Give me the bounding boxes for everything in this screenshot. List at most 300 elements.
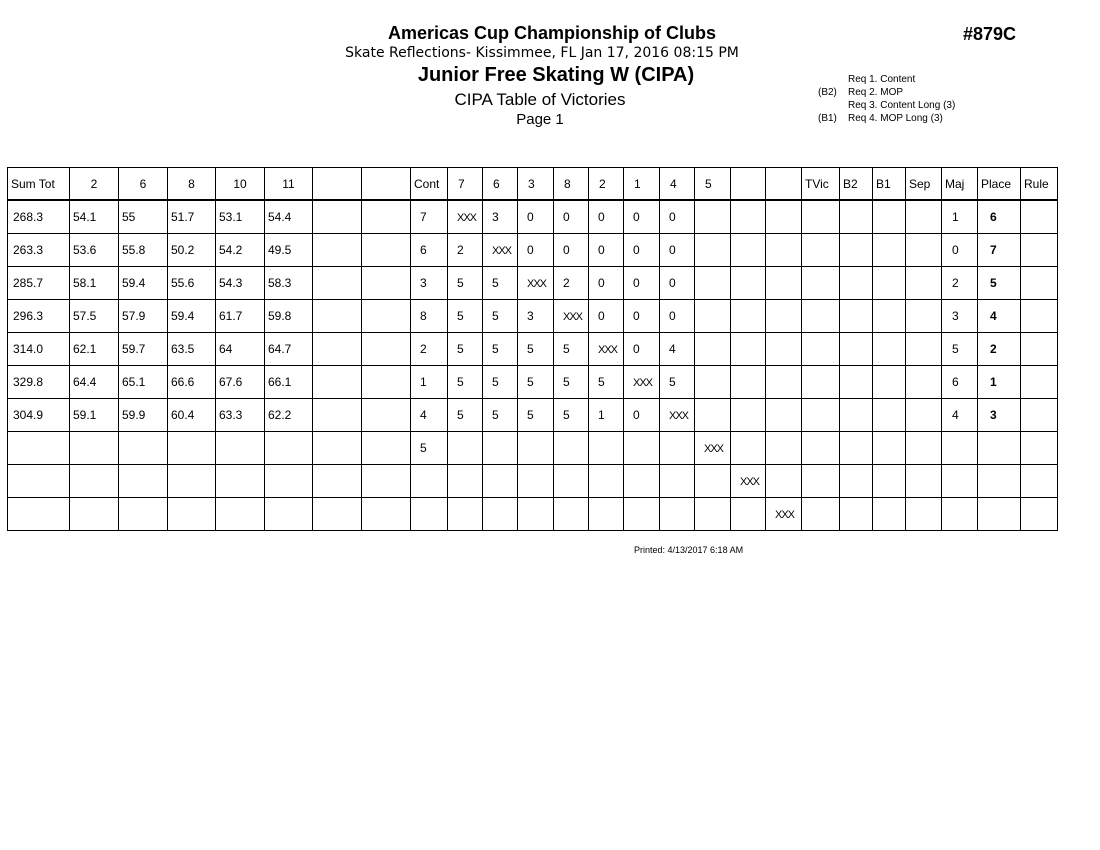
table-cell <box>624 432 660 465</box>
table-cell <box>8 432 70 465</box>
table-cell <box>313 432 362 465</box>
table-cell: 6 <box>942 366 978 399</box>
table-cell: 304.9 <box>8 399 70 432</box>
table-cell <box>1021 432 1058 465</box>
table-cell: 50.2 <box>168 234 216 267</box>
table-cell <box>695 399 731 432</box>
table-cell: 62.2 <box>265 399 313 432</box>
table-cell <box>766 200 802 234</box>
table-cell: 2 <box>554 267 589 300</box>
document-number: #879C <box>963 24 1017 44</box>
table-cell <box>1021 300 1058 333</box>
victories-table <box>7 167 1058 531</box>
diagonal-marker: XXX <box>598 344 618 356</box>
table-cell: 0 <box>589 200 624 234</box>
table-cell: 67.6 <box>216 366 265 399</box>
table-cell: 5 <box>589 366 624 399</box>
table-cell: 49.5 <box>265 234 313 267</box>
table-cell <box>873 200 906 234</box>
table-cell: 54.1 <box>70 200 119 234</box>
table-cell <box>518 267 554 300</box>
table-cell <box>624 366 660 399</box>
table-cell: 5 <box>448 366 483 399</box>
table-cell <box>313 200 362 234</box>
diagonal-marker: XXX <box>740 476 760 488</box>
table-cell <box>518 432 554 465</box>
table-cell: 59.4 <box>119 267 168 300</box>
table-cell: 268.3 <box>8 200 70 234</box>
table-cell: 5 <box>554 333 589 366</box>
table-cell: 0 <box>660 267 695 300</box>
table-cell <box>483 465 518 498</box>
table-cell: 5 <box>978 267 1021 300</box>
table-cell <box>448 432 483 465</box>
table-cell: 3 <box>411 267 448 300</box>
requirement-text: Req 3. Content Long (3) <box>848 100 956 111</box>
table-row <box>8 333 1058 366</box>
table-cell <box>906 234 942 267</box>
table-cell: 0 <box>942 234 978 267</box>
table-cell: 53.6 <box>70 234 119 267</box>
requirement-prefix: (B1) <box>818 113 837 124</box>
table-cell <box>660 399 695 432</box>
column-header: 7 <box>448 168 483 201</box>
table-cell <box>978 432 1021 465</box>
table-cell <box>766 333 802 366</box>
table-cell <box>216 498 265 531</box>
table-cell: 5 <box>448 333 483 366</box>
diagonal-marker: XXX <box>492 245 512 257</box>
table-cell: 63.5 <box>168 333 216 366</box>
table-cell <box>942 498 978 531</box>
table-cell <box>873 333 906 366</box>
column-header <box>766 168 802 201</box>
requirement-text: Req 1. Content <box>848 74 916 85</box>
table-cell <box>70 498 119 531</box>
table-cell <box>840 465 873 498</box>
table-cell <box>802 200 840 234</box>
table-cell <box>483 234 518 267</box>
table-cell: 61.7 <box>216 300 265 333</box>
column-header <box>731 168 766 201</box>
table-cell: 66.6 <box>168 366 216 399</box>
table-cell <box>362 432 411 465</box>
table-cell <box>840 432 873 465</box>
table-cell <box>554 300 589 333</box>
table-cell <box>731 333 766 366</box>
table-cell: 59.1 <box>70 399 119 432</box>
table-cell <box>448 200 483 234</box>
table-cell <box>362 300 411 333</box>
table-cell: 0 <box>554 200 589 234</box>
column-header: Rule <box>1021 168 1058 201</box>
competition-title: Americas Cup Championship of Clubs <box>387 23 717 43</box>
table-cell <box>731 465 766 498</box>
table-cell <box>362 399 411 432</box>
table-cell <box>802 234 840 267</box>
table-cell: 0 <box>624 234 660 267</box>
table-cell: 296.3 <box>8 300 70 333</box>
table-cell <box>168 465 216 498</box>
table-cell <box>70 465 119 498</box>
table-cell: 5 <box>518 399 554 432</box>
table-cell <box>411 465 448 498</box>
table-cell: 2 <box>942 267 978 300</box>
column-header: Cont <box>411 168 448 201</box>
table-cell: 64.4 <box>70 366 119 399</box>
table-cell <box>589 432 624 465</box>
table-cell: 5 <box>448 300 483 333</box>
table-cell <box>119 465 168 498</box>
table-cell <box>978 498 1021 531</box>
table-cell <box>873 465 906 498</box>
table-cell <box>766 432 802 465</box>
table-cell <box>1021 465 1058 498</box>
table-cell <box>313 333 362 366</box>
table-cell: 54.4 <box>265 200 313 234</box>
table-cell <box>313 366 362 399</box>
table-cell <box>411 498 448 531</box>
table-cell: 4 <box>942 399 978 432</box>
table-cell <box>695 498 731 531</box>
column-header: Sep <box>906 168 942 201</box>
table-cell <box>802 333 840 366</box>
table-cell <box>589 465 624 498</box>
table-cell: 54.3 <box>216 267 265 300</box>
table-cell <box>873 300 906 333</box>
table-cell <box>1021 366 1058 399</box>
table-cell: 0 <box>660 200 695 234</box>
table-cell <box>518 465 554 498</box>
column-header: TVic <box>802 168 840 201</box>
table-name: CIPA Table of Victories <box>454 90 626 109</box>
table-cell <box>802 300 840 333</box>
table-cell <box>906 300 942 333</box>
table-cell <box>554 465 589 498</box>
table-row <box>8 267 1058 300</box>
column-header: 8 <box>554 168 589 201</box>
table-cell: 58.3 <box>265 267 313 300</box>
column-header: B2 <box>840 168 873 201</box>
event-name: Junior Free Skating W (CIPA) <box>417 64 695 86</box>
table-cell <box>840 200 873 234</box>
table-cell <box>1021 267 1058 300</box>
column-header: Place <box>978 168 1021 201</box>
table-cell <box>448 465 483 498</box>
table-cell <box>942 432 978 465</box>
column-header: 4 <box>660 168 695 201</box>
table-cell <box>731 399 766 432</box>
table-cell <box>1021 399 1058 432</box>
table-cell: 5 <box>483 300 518 333</box>
column-header: B1 <box>873 168 906 201</box>
table-cell: 66.1 <box>265 366 313 399</box>
table-row <box>8 465 1058 498</box>
table-cell: 5 <box>448 267 483 300</box>
table-cell <box>873 234 906 267</box>
table-row <box>8 200 1058 234</box>
table-cell <box>802 399 840 432</box>
diagonal-marker: XXX <box>527 278 547 290</box>
table-cell <box>695 200 731 234</box>
table-cell: 1 <box>942 200 978 234</box>
column-header: Sum Tot <box>8 168 70 201</box>
table-cell <box>873 267 906 300</box>
table-cell <box>168 498 216 531</box>
column-header: 2 <box>589 168 624 201</box>
table-cell <box>216 465 265 498</box>
column-header: 11 <box>265 168 313 201</box>
table-cell: 60.4 <box>168 399 216 432</box>
table-cell: 64 <box>216 333 265 366</box>
table-cell: 6 <box>978 200 1021 234</box>
table-cell: 263.3 <box>8 234 70 267</box>
table-cell <box>448 498 483 531</box>
column-header <box>313 168 362 201</box>
diagonal-marker: XXX <box>633 377 653 389</box>
table-cell: 314.0 <box>8 333 70 366</box>
table-cell <box>840 498 873 531</box>
table-cell: 1 <box>411 366 448 399</box>
page-number: Page 1 <box>516 111 564 128</box>
table-row <box>8 432 1058 465</box>
table-cell: 0 <box>589 300 624 333</box>
table-cell <box>624 465 660 498</box>
table-cell: 285.7 <box>8 267 70 300</box>
table-cell <box>265 465 313 498</box>
table-cell <box>766 267 802 300</box>
table-cell: 0 <box>660 234 695 267</box>
table-cell: 3 <box>942 300 978 333</box>
table-cell <box>802 267 840 300</box>
table-cell: 3 <box>518 300 554 333</box>
table-cell <box>802 465 840 498</box>
table-cell <box>873 498 906 531</box>
table-cell <box>695 300 731 333</box>
venue-date-line: Skate Reflections- Kissimmee, FL Jan 17, 2016 08:15 PM <box>345 45 739 61</box>
column-header: 10 <box>216 168 265 201</box>
column-header: 6 <box>119 168 168 201</box>
table-cell <box>660 498 695 531</box>
table-cell: 0 <box>589 234 624 267</box>
table-cell <box>313 399 362 432</box>
column-header: 1 <box>624 168 660 201</box>
diagonal-marker: XXX <box>457 212 477 224</box>
table-cell <box>695 267 731 300</box>
requirement-prefix: (B2) <box>818 87 837 98</box>
table-cell <box>660 465 695 498</box>
table-cell <box>840 300 873 333</box>
table-cell <box>802 498 840 531</box>
table-cell: 7 <box>978 234 1021 267</box>
table-cell <box>840 333 873 366</box>
table-cell: 63.3 <box>216 399 265 432</box>
table-cell <box>313 300 362 333</box>
table-cell <box>8 498 70 531</box>
table-cell: 53.1 <box>216 200 265 234</box>
table-cell: 3 <box>978 399 1021 432</box>
requirement-text: Req 4. MOP Long (3) <box>848 113 943 124</box>
diagonal-marker: XXX <box>775 509 795 521</box>
table-body <box>8 200 1058 531</box>
column-header: 2 <box>70 168 119 201</box>
table-cell <box>942 465 978 498</box>
table-cell <box>873 432 906 465</box>
table-cell: 5 <box>660 366 695 399</box>
table-cell: 58.1 <box>70 267 119 300</box>
table-cell: 0 <box>660 300 695 333</box>
table-cell: 1 <box>589 399 624 432</box>
table-cell <box>362 234 411 267</box>
table-cell <box>906 366 942 399</box>
table-cell: 5 <box>483 267 518 300</box>
table-row <box>8 399 1058 432</box>
printed-timestamp: Printed: 4/13/2017 6:18 AM <box>634 545 744 555</box>
table-row <box>8 366 1058 399</box>
table-cell <box>731 498 766 531</box>
column-header: 6 <box>483 168 518 201</box>
table-cell <box>802 366 840 399</box>
table-cell <box>731 200 766 234</box>
table-cell <box>873 366 906 399</box>
table-cell <box>695 432 731 465</box>
table-cell <box>313 234 362 267</box>
table-cell <box>840 366 873 399</box>
table-cell <box>766 498 802 531</box>
table-cell <box>554 432 589 465</box>
table-cell: 5 <box>483 366 518 399</box>
table-cell: 2 <box>448 234 483 267</box>
column-header <box>362 168 411 201</box>
table-cell <box>624 498 660 531</box>
diagonal-marker: XXX <box>704 443 724 455</box>
column-header: 5 <box>695 168 731 201</box>
table-cell: 59.4 <box>168 300 216 333</box>
table-cell <box>1021 200 1058 234</box>
table-cell <box>766 366 802 399</box>
table-cell <box>483 432 518 465</box>
table-cell: 5 <box>518 366 554 399</box>
table-cell <box>313 267 362 300</box>
table-cell <box>8 465 70 498</box>
table-cell <box>362 498 411 531</box>
table-cell <box>840 399 873 432</box>
table-cell: 55 <box>119 200 168 234</box>
table-cell <box>362 200 411 234</box>
table-cell <box>362 465 411 498</box>
table-cell <box>840 267 873 300</box>
table-cell <box>906 267 942 300</box>
table-row <box>8 234 1058 267</box>
column-header: 3 <box>518 168 554 201</box>
table-cell <box>168 432 216 465</box>
table-cell: 5 <box>448 399 483 432</box>
table-cell: 0 <box>589 267 624 300</box>
table-row <box>8 498 1058 531</box>
table-cell: 5 <box>942 333 978 366</box>
table-cell: 64.7 <box>265 333 313 366</box>
table-cell: 5 <box>554 399 589 432</box>
table-cell: 5 <box>518 333 554 366</box>
table-cell <box>695 333 731 366</box>
table-cell: 5 <box>483 333 518 366</box>
table-cell: 55.8 <box>119 234 168 267</box>
diagonal-marker: XXX <box>563 311 583 323</box>
table-cell <box>216 432 265 465</box>
table-cell <box>660 432 695 465</box>
table-cell <box>1021 234 1058 267</box>
table-cell: 55.6 <box>168 267 216 300</box>
table-cell <box>1021 498 1058 531</box>
table-cell <box>483 498 518 531</box>
column-header: Maj <box>942 168 978 201</box>
table-cell <box>731 432 766 465</box>
table-cell <box>906 399 942 432</box>
requirement-text: Req 2. MOP <box>848 87 904 98</box>
table-cell <box>362 333 411 366</box>
table-cell <box>265 498 313 531</box>
table-cell <box>362 366 411 399</box>
table-cell: 0 <box>518 234 554 267</box>
table-cell <box>1021 333 1058 366</box>
table-cell <box>766 465 802 498</box>
diagonal-marker: XXX <box>669 410 689 422</box>
table-cell: 59.8 <box>265 300 313 333</box>
table-cell <box>589 333 624 366</box>
table-cell: 62.1 <box>70 333 119 366</box>
table-cell <box>119 432 168 465</box>
table-cell <box>906 465 942 498</box>
table-header-row <box>8 168 1058 201</box>
table-cell: 3 <box>483 200 518 234</box>
table-cell <box>731 234 766 267</box>
table-cell: 0 <box>624 267 660 300</box>
table-cell <box>802 432 840 465</box>
table-cell: 2 <box>411 333 448 366</box>
table-cell <box>70 432 119 465</box>
table-cell: 65.1 <box>119 366 168 399</box>
table-cell <box>362 267 411 300</box>
table-cell: 329.8 <box>8 366 70 399</box>
table-cell: 57.9 <box>119 300 168 333</box>
column-header: 8 <box>168 168 216 201</box>
table-cell <box>518 498 554 531</box>
table-cell <box>766 300 802 333</box>
table-cell <box>906 200 942 234</box>
table-cell <box>906 333 942 366</box>
table-cell <box>906 432 942 465</box>
table-cell <box>766 234 802 267</box>
table-cell: 2 <box>978 333 1021 366</box>
table-cell: 57.5 <box>70 300 119 333</box>
table-cell <box>119 498 168 531</box>
table-cell <box>313 498 362 531</box>
table-cell <box>873 399 906 432</box>
table-cell: 5 <box>411 432 448 465</box>
table-cell: 0 <box>624 300 660 333</box>
table-cell: 59.9 <box>119 399 168 432</box>
table-cell: 8 <box>411 300 448 333</box>
table-cell <box>731 300 766 333</box>
table-cell <box>695 465 731 498</box>
table-cell: 54.2 <box>216 234 265 267</box>
table-cell <box>766 399 802 432</box>
table-cell <box>978 465 1021 498</box>
table-cell <box>731 267 766 300</box>
table-cell: 4 <box>660 333 695 366</box>
table-cell <box>695 234 731 267</box>
table-cell <box>313 465 362 498</box>
